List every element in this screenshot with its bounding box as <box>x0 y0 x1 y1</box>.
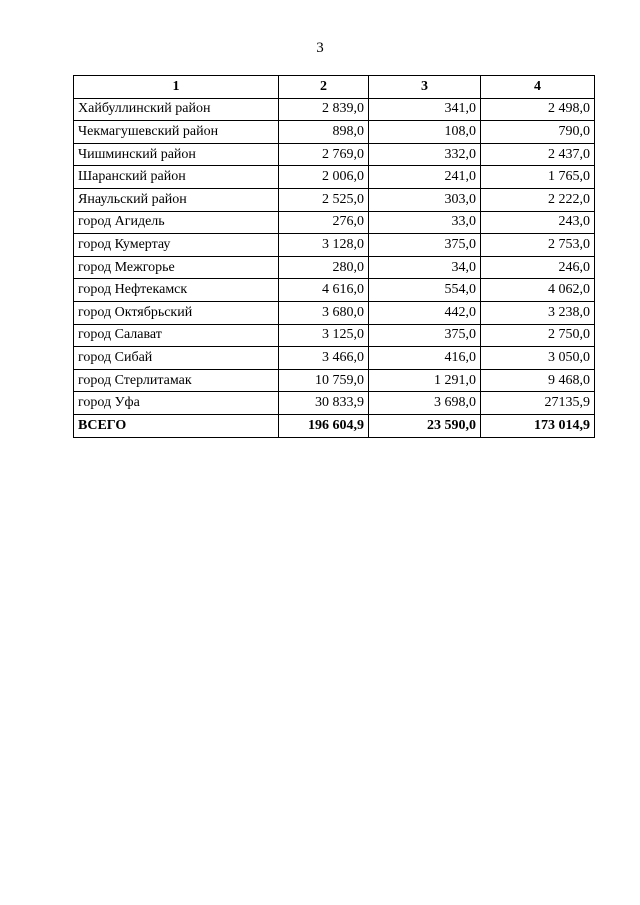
value-cell-col3: 1 291,0 <box>369 369 481 392</box>
column-header-3: 3 <box>369 76 481 99</box>
value-cell-col3: 303,0 <box>369 188 481 211</box>
table-row <box>74 234 595 257</box>
row-label-cell: Шаранский район <box>74 166 279 189</box>
row-label-cell: город Уфа <box>74 392 279 415</box>
row-label-cell: город Октябрьский <box>74 301 279 324</box>
value-cell-col4: 2 437,0 <box>481 143 595 166</box>
row-label-cell: город Стерлитамак <box>74 369 279 392</box>
page-number: 3 <box>316 40 324 56</box>
value-cell-col3: 554,0 <box>369 279 481 302</box>
column-header-1: 1 <box>74 76 279 99</box>
row-label-cell: город Нефтекамск <box>74 279 279 302</box>
value-cell-col3: 33,0 <box>369 211 481 234</box>
table-row <box>74 188 595 211</box>
column-header-2: 2 <box>279 76 369 99</box>
value-cell-col4: 2 222,0 <box>481 188 595 211</box>
row-label-cell: город Межгорье <box>74 256 279 279</box>
value-cell-col4: 9 468,0 <box>481 369 595 392</box>
value-cell-col3: 375,0 <box>369 234 481 257</box>
total-label-cell: ВСЕГО <box>74 414 279 437</box>
value-cell-col2: 3 466,0 <box>279 347 369 370</box>
value-cell-col3: 3 698,0 <box>369 392 481 415</box>
value-cell-col2: 276,0 <box>279 211 369 234</box>
value-cell-col4: 3 238,0 <box>481 301 595 324</box>
row-label-cell: город Агидель <box>74 211 279 234</box>
table-header-row <box>74 76 595 99</box>
table-row <box>74 301 595 324</box>
value-cell-col2: 3 680,0 <box>279 301 369 324</box>
value-cell-col2: 898,0 <box>279 121 369 144</box>
data-table <box>73 75 595 438</box>
value-cell-col4: 2 750,0 <box>481 324 595 347</box>
value-cell-col3: 341,0 <box>369 98 481 121</box>
value-cell-col4: 243,0 <box>481 211 595 234</box>
row-label-cell: город Салават <box>74 324 279 347</box>
value-cell-col2: 2 006,0 <box>279 166 369 189</box>
value-cell-col2: 4 616,0 <box>279 279 369 302</box>
total-row <box>74 414 595 437</box>
value-cell-col4: 2 498,0 <box>481 98 595 121</box>
table-row <box>74 279 595 302</box>
value-cell-col4: 1 765,0 <box>481 166 595 189</box>
value-cell-col4: 27135,9 <box>481 392 595 415</box>
value-cell-col3: 108,0 <box>369 121 481 144</box>
value-cell-col4: 790,0 <box>481 121 595 144</box>
value-cell-col2: 3 128,0 <box>279 234 369 257</box>
total-value-cell-col3: 23 590,0 <box>369 414 481 437</box>
column-header-4: 4 <box>481 76 595 99</box>
value-cell-col2: 2 525,0 <box>279 188 369 211</box>
value-cell-col2: 30 833,9 <box>279 392 369 415</box>
table-row <box>74 347 595 370</box>
value-cell-col4: 3 050,0 <box>481 347 595 370</box>
value-cell-col3: 416,0 <box>369 347 481 370</box>
table-row <box>74 369 595 392</box>
table-row <box>74 256 595 279</box>
table-row <box>74 121 595 144</box>
value-cell-col4: 246,0 <box>481 256 595 279</box>
total-value-cell-col4: 173 014,9 <box>481 414 595 437</box>
value-cell-col3: 332,0 <box>369 143 481 166</box>
row-label-cell: Чекмагушевский район <box>74 121 279 144</box>
value-cell-col3: 241,0 <box>369 166 481 189</box>
row-label-cell: Хайбуллинский район <box>74 98 279 121</box>
table-row <box>74 98 595 121</box>
table-row <box>74 143 595 166</box>
table-row <box>74 324 595 347</box>
value-cell-col2: 10 759,0 <box>279 369 369 392</box>
value-cell-col3: 34,0 <box>369 256 481 279</box>
row-label-cell: город Кумертау <box>74 234 279 257</box>
table-row <box>74 392 595 415</box>
value-cell-col3: 442,0 <box>369 301 481 324</box>
value-cell-col3: 375,0 <box>369 324 481 347</box>
total-value-cell-col2: 196 604,9 <box>279 414 369 437</box>
row-label-cell: Чишминский район <box>74 143 279 166</box>
value-cell-col4: 4 062,0 <box>481 279 595 302</box>
value-cell-col2: 2 839,0 <box>279 98 369 121</box>
row-label-cell: город Сибай <box>74 347 279 370</box>
table-row <box>74 166 595 189</box>
value-cell-col2: 3 125,0 <box>279 324 369 347</box>
table-row <box>74 211 595 234</box>
value-cell-col2: 280,0 <box>279 256 369 279</box>
value-cell-col4: 2 753,0 <box>481 234 595 257</box>
value-cell-col2: 2 769,0 <box>279 143 369 166</box>
row-label-cell: Янаульский район <box>74 188 279 211</box>
